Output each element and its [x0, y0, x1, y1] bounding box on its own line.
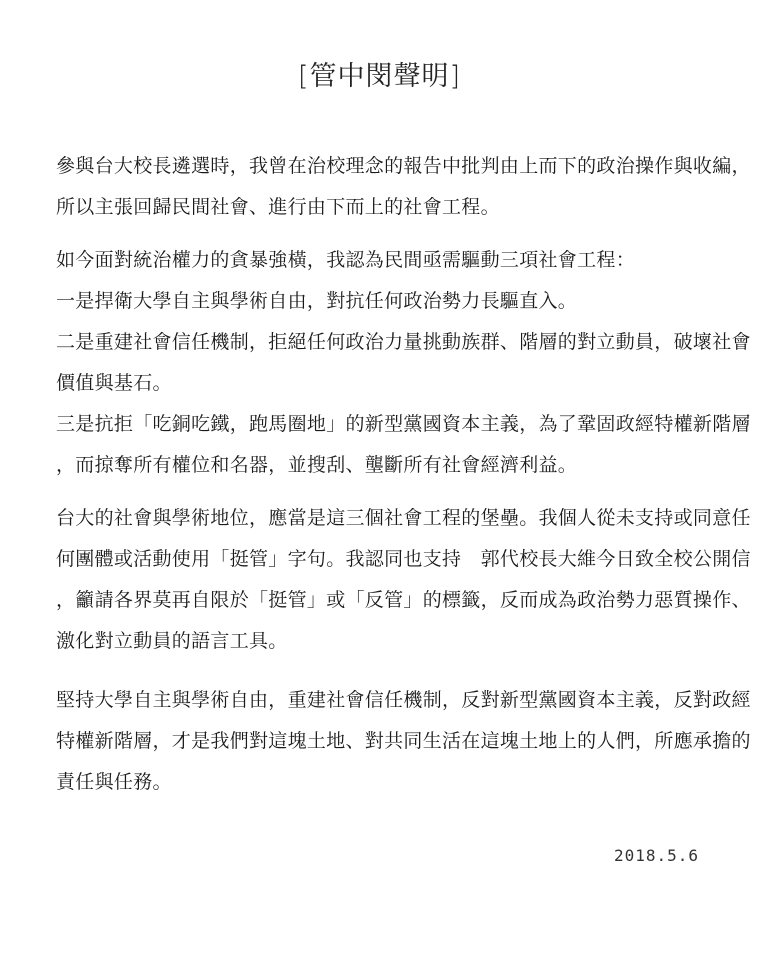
paragraph-1	[56, 146, 751, 228]
text-line: 特權新階層，才是我們對這塊土地、對共同生活在這塊土地上的人們，所應承擔的	[56, 730, 751, 752]
statement-date: 2018.5.6	[613, 846, 699, 865]
paragraph-2	[56, 240, 751, 486]
paragraph-4	[56, 680, 751, 803]
text-line: 台大的社會與學術地位，應當是這三個社會工程的堡壘。我個人從未支持或同意任	[56, 507, 751, 529]
text-line: 三是抗拒「吃銅吃鐵，跑馬圈地」的新型黨國資本主義，為了鞏固政經特權新階層	[56, 413, 751, 435]
text-line: 何團體或活動使用「挺管」字句。我認同也支持 郭代校長大維今日致全校公開信	[56, 548, 751, 570]
text-line: ，籲請各界莫再自限於「挺管」或「反管」的標籤，反而成為政治勢力惡質操作、	[56, 589, 751, 611]
text-line: 價值與基石。	[56, 372, 172, 394]
text-line: 二是重建社會信任機制，拒絕任何政治力量挑動族群、階層的對立動員，破壞社會	[56, 331, 751, 353]
paragraph-3	[56, 498, 751, 662]
text-line: 堅持大學自主與學術自由，重建社會信任機制，反對新型黨國資本主義，反對政經	[56, 689, 751, 711]
statement-title: [管中閔聲明]	[297, 61, 462, 92]
text-line: 所以主張回歸民間社會、進行由下而上的社會工程。	[56, 196, 500, 218]
text-line: 如今面對統治權力的貪暴強橫，我認為民間亟需驅動三項社會工程：	[56, 249, 636, 271]
text-line: 激化對立動員的語言工具。	[56, 630, 288, 652]
text-line: 參與台大校長遴選時，我曾在治校理念的報告中批判由上而下的政治操作與收編，	[56, 155, 751, 177]
text-line: ，而掠奪所有權位和名器，並搜刮、壟斷所有社會經濟利益。	[56, 454, 578, 476]
text-line: 一是捍衛大學自主與學術自由，對抗任何政治勢力長驅直入。	[56, 290, 578, 312]
text-line: 責任與任務。	[56, 771, 172, 793]
